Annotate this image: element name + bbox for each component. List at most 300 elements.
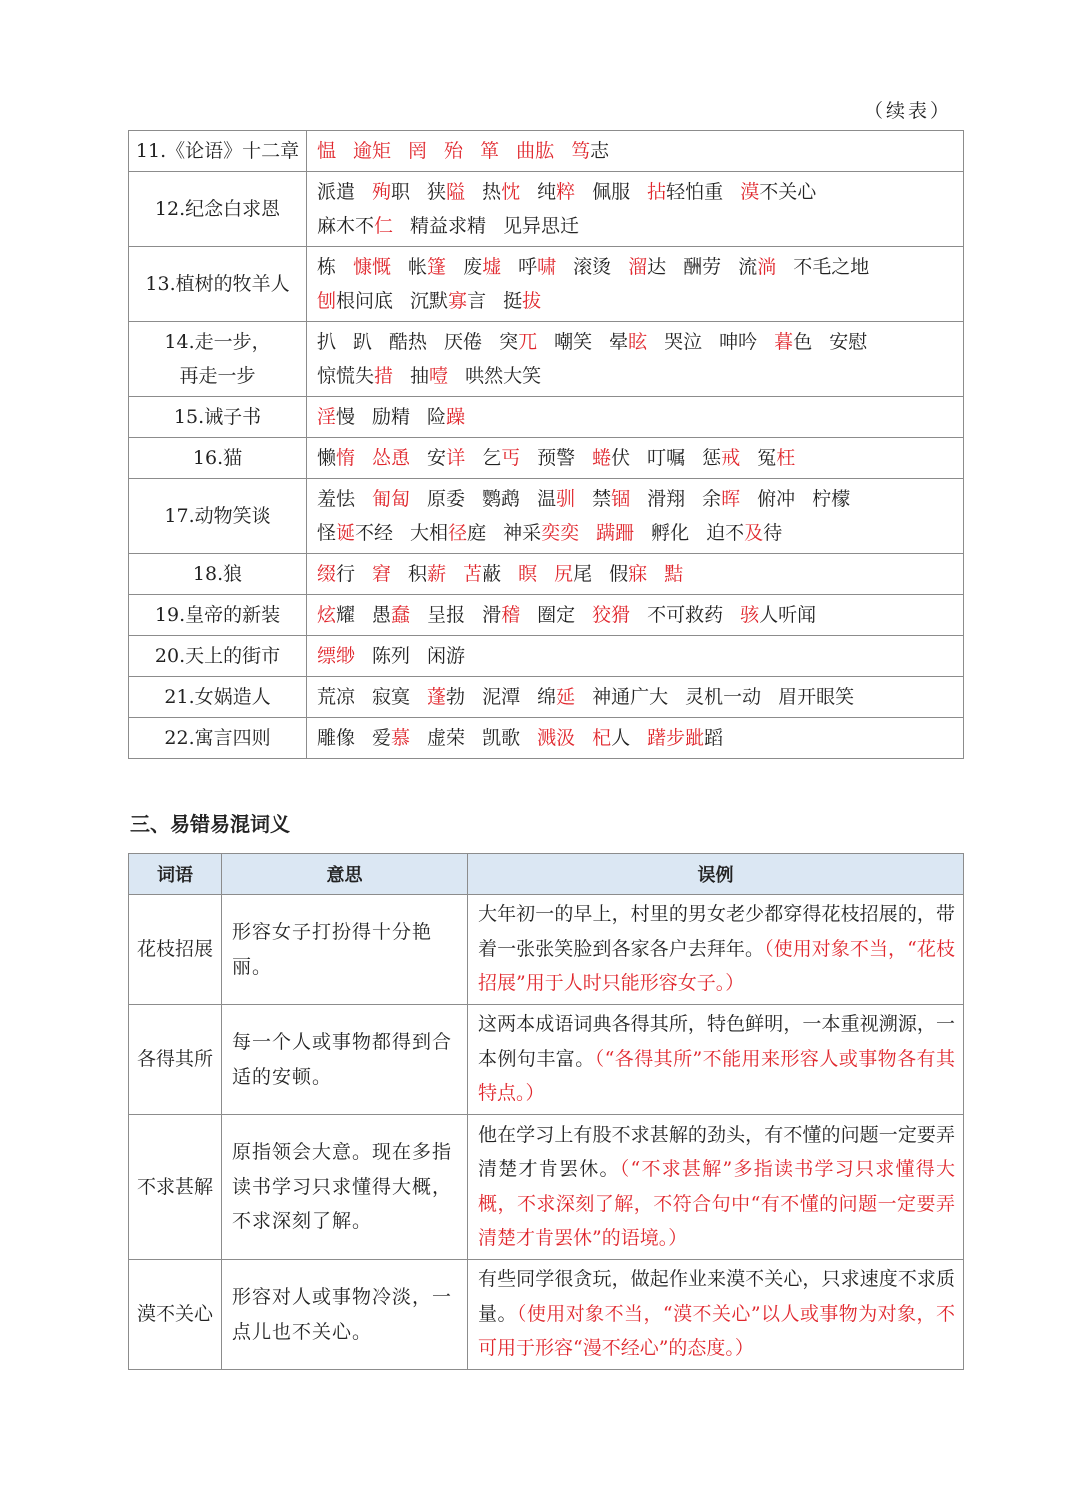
word-char: 呻吟 [719, 331, 758, 353]
vocab-word [793, 250, 869, 284]
word-char: 鹦鹉 [482, 488, 521, 510]
highlighted-char: 锢 [611, 488, 631, 510]
lesson-title [129, 322, 307, 397]
word-line [317, 400, 963, 434]
vocab-word [372, 680, 410, 714]
word-char: 派遣 [317, 181, 356, 203]
example-cell [468, 1260, 964, 1370]
vocab-word [317, 516, 393, 550]
word-list [307, 636, 964, 677]
meaning: 原指领会大意。现在多指读书学习只求懂得大概，不求深刻了解。 [222, 1115, 468, 1260]
word-char: 冤 [757, 447, 777, 469]
word-char: 羞怯 [317, 488, 356, 510]
word-char: 嘲笑 [554, 331, 593, 353]
vocab-word [740, 175, 816, 209]
confusion-row [129, 895, 964, 1005]
word-char: 大相 [410, 522, 449, 544]
highlighted-char: 忱 [501, 181, 521, 203]
vocab-word [317, 482, 355, 516]
example-cell [468, 1005, 964, 1115]
highlighted-char: 奕奕 [541, 522, 580, 544]
vocab-word [372, 400, 410, 434]
vocab-row [129, 595, 964, 636]
highlighted-char: 殆 [444, 140, 464, 162]
highlighted-char: 怂恿 [372, 447, 411, 469]
correction-note: （使用对象不当，“花枝招展”用于人时只能形容女子。） [478, 937, 955, 995]
meaning: 形容对人或事物冷淡，一点儿也不关心。 [222, 1260, 468, 1370]
word-char: 呈报 [427, 604, 466, 626]
vocab-word [503, 284, 541, 318]
vocab-word [463, 557, 501, 591]
word-char: 滑 [482, 604, 502, 626]
word-char: 人听闻 [759, 604, 817, 626]
vocab-word [353, 250, 391, 284]
word-char: 险 [427, 406, 447, 428]
word-list [307, 479, 964, 554]
highlighted-char: 匍匐 [372, 488, 411, 510]
vocab-word [518, 557, 537, 591]
word-char: 雕像 [317, 727, 356, 749]
highlighted-char: 蠢 [391, 604, 411, 626]
word-char: 狭 [427, 181, 447, 203]
word-char: 乞 [482, 447, 502, 469]
vocab-word [410, 359, 448, 393]
highlighted-char: 慷慨 [353, 256, 392, 278]
vocab-word [317, 400, 355, 434]
word-char: 呼 [518, 256, 538, 278]
lesson-title-line: 20.天上的街市 [154, 645, 281, 667]
word-char: 迫不 [706, 522, 745, 544]
word-line [317, 680, 963, 714]
vocab-word [427, 598, 465, 632]
term: 漠不关心 [129, 1260, 222, 1370]
vocab-word [740, 598, 816, 632]
vocab-word [317, 359, 393, 393]
word-char: 酷热 [389, 331, 428, 353]
highlighted-char: 丐 [501, 447, 521, 469]
vocab-word [317, 721, 355, 755]
lesson-title-line: 12.纪念白求恩 [154, 198, 281, 220]
vocab-word [554, 557, 592, 591]
highlighted-char: 跐 [685, 727, 705, 749]
vocab-word [480, 134, 499, 168]
highlighted-char: 戒 [721, 447, 741, 469]
highlighted-char: 缥缈 [317, 645, 356, 667]
word-line [317, 557, 963, 591]
vocab-word [353, 325, 372, 359]
lesson-title-line: 22.寓言四则 [164, 727, 271, 749]
vocab-word [592, 175, 630, 209]
term: 不求甚解 [129, 1115, 222, 1260]
word-char: 耀 [336, 604, 356, 626]
vocab-word [592, 598, 630, 632]
vocab-word [706, 516, 782, 550]
vocab-word [372, 557, 391, 591]
word-list [307, 595, 964, 636]
word-char: 佩服 [592, 181, 631, 203]
word-list [307, 397, 964, 438]
highlighted-char: 兀 [518, 331, 538, 353]
highlighted-char: 狡猾 [592, 604, 631, 626]
highlighted-char: 径 [448, 522, 468, 544]
vocab-word [372, 721, 410, 755]
vocab-word [518, 250, 556, 284]
word-list [307, 172, 964, 247]
vocab-word [651, 516, 689, 550]
highlighted-char: 晖 [721, 488, 741, 510]
highlighted-char: 尻 [554, 563, 574, 585]
word-char: 挺 [503, 290, 523, 312]
word-char: 俯冲 [757, 488, 796, 510]
highlighted-char: 躇步 [647, 727, 686, 749]
word-char: 达 [647, 256, 667, 278]
word-char: 哭泣 [664, 331, 703, 353]
example-cell [468, 895, 964, 1005]
vocab-word [647, 598, 723, 632]
vocab-word [317, 639, 355, 673]
highlighted-char: 逾矩 [353, 140, 392, 162]
vocab-word [317, 441, 355, 475]
word-char: 职 [391, 181, 411, 203]
vocab-word [482, 482, 520, 516]
lesson-title [129, 718, 307, 759]
term: 花枝招展 [129, 895, 222, 1005]
highlighted-char: 墟 [482, 256, 502, 278]
vocab-word [317, 680, 355, 714]
word-char: 神通广大 [592, 686, 669, 708]
word-char: 惊慌失 [317, 365, 375, 387]
word-char: 哄然大笑 [465, 365, 542, 387]
word-char: 原委 [427, 488, 466, 510]
vocab-word [427, 482, 465, 516]
vocab-word [573, 250, 611, 284]
word-char: 不关心 [759, 181, 817, 203]
vocab-word [408, 557, 446, 591]
highlighted-char: 曲肱 [516, 140, 555, 162]
highlighted-char: 薪 [427, 563, 447, 585]
word-char: 荒凉 [317, 686, 356, 708]
vocab-word [738, 250, 776, 284]
lesson-title-line: 14.走一步， [164, 331, 271, 353]
word-char: 叮嘱 [647, 447, 686, 469]
word-char: 慢 [336, 406, 356, 428]
highlighted-char: 拔 [522, 290, 542, 312]
word-line [317, 598, 963, 632]
vocab-word [408, 250, 446, 284]
lesson-title-line: 11.《论语》十二章 [135, 140, 300, 162]
word-line [317, 175, 963, 209]
confusion-table [128, 853, 964, 1370]
correction-note: （“各得其所”不能用来形容人或事物各有其特点。） [478, 1047, 955, 1105]
vocab-word [372, 639, 410, 673]
word-char: 绵 [537, 686, 557, 708]
vocab-word [774, 325, 812, 359]
highlighted-char: 瞑 [518, 563, 538, 585]
lesson-title-line: 18.狼 [192, 563, 243, 585]
word-char: 扒 [317, 331, 337, 353]
word-char: 预警 [537, 447, 576, 469]
highlighted-char: 罔 [408, 140, 428, 162]
correction-note: （“不求甚解”多指读书学习只求懂得大概，不求深刻了解，不符合句中“有不懂的问题一定要弄清楚才肯罢休”的语境。） [478, 1158, 955, 1249]
word-char: 怪 [317, 522, 337, 544]
lesson-title [129, 172, 307, 247]
vocab-word [410, 516, 486, 550]
meaning: 每一个人或事物都得到合适的安顿。 [222, 1005, 468, 1115]
word-char: 人 [611, 727, 631, 749]
vocab-word [499, 325, 537, 359]
word-line [317, 209, 963, 243]
vocab-word [719, 325, 757, 359]
lesson-title [129, 397, 307, 438]
word-char: 志 [590, 140, 610, 162]
lesson-title [129, 479, 307, 554]
vocab-word [427, 441, 465, 475]
vocab-word [317, 175, 355, 209]
vocab-word [427, 680, 465, 714]
highlighted-char: 仁 [374, 215, 394, 237]
highlighted-char: 慕 [391, 727, 411, 749]
vocab-word [537, 175, 575, 209]
vocab-word [516, 134, 554, 168]
word-char: 麻木不 [317, 215, 375, 237]
word-char: 流 [738, 256, 758, 278]
word-char: 禁 [592, 488, 612, 510]
vocab-word [482, 175, 520, 209]
vocab-word [757, 482, 795, 516]
word-list [307, 438, 964, 479]
word-line [317, 516, 963, 550]
word-char: 抽 [410, 365, 430, 387]
word-char: 余 [702, 488, 722, 510]
vocab-word [317, 134, 336, 168]
lesson-title-line: 17.动物笑谈 [164, 505, 271, 527]
highlighted-char: 啸 [537, 256, 557, 278]
term: 各得其所 [129, 1005, 222, 1115]
word-char: 热 [482, 181, 502, 203]
vocab-word [537, 482, 575, 516]
section-title: 三、易错易混词义 [130, 812, 290, 836]
vocab-word [482, 680, 520, 714]
vocab-word [317, 598, 355, 632]
vocab-word [647, 175, 723, 209]
word-char: 纯 [537, 181, 557, 203]
highlighted-char: 枉 [776, 447, 796, 469]
highlighted-char: 寡 [448, 290, 468, 312]
word-char: 帐 [408, 256, 428, 278]
highlighted-char: 措 [374, 365, 394, 387]
lesson-title [129, 677, 307, 718]
word-char: 待 [763, 522, 783, 544]
highlighted-char: 炫 [317, 604, 337, 626]
highlighted-char: 蹒跚 [596, 522, 635, 544]
vocab-word [592, 680, 668, 714]
vocab-word [571, 134, 609, 168]
vocab-word [372, 598, 410, 632]
example-text: 这两本成语词典各得其所，特色鲜明，一本重视溯源，一本例句丰富。 [478, 1013, 955, 1070]
vocab-word [427, 175, 465, 209]
lesson-title [129, 131, 307, 172]
vocab-word [829, 325, 867, 359]
word-list [307, 322, 964, 397]
highlighted-char: 诞 [336, 522, 356, 544]
vocab-word [372, 175, 410, 209]
highlighted-char: 详 [446, 447, 466, 469]
vocab-row [129, 479, 964, 554]
lesson-title [129, 636, 307, 677]
word-line [317, 441, 963, 475]
word-char: 行 [336, 563, 356, 585]
vocab-word [609, 557, 647, 591]
word-char: 眉开眼笑 [778, 686, 855, 708]
word-line [317, 325, 963, 359]
continuation-label: （续表） [863, 100, 952, 122]
confusion-row [129, 1115, 964, 1260]
vocab-word [537, 598, 575, 632]
vocab-row [129, 322, 964, 397]
word-char: 温 [537, 488, 557, 510]
word-char: 废 [463, 256, 483, 278]
word-line [317, 482, 963, 516]
lesson-title-line: 15.诫子书 [173, 406, 262, 428]
highlighted-char: 殉 [372, 181, 392, 203]
vocab-row [129, 131, 964, 172]
vocab-word [408, 134, 427, 168]
vocab-word [317, 209, 393, 243]
example-text: 大年初一的早上，村里的男女老少都穿得花枝招展的，带着一张张笑脸到各家各户去拜年。 [478, 903, 955, 960]
word-char: 根问底 [336, 290, 394, 312]
highlighted-char: 笃 [571, 140, 591, 162]
highlighted-char: 寐 [628, 563, 648, 585]
vocab-word [427, 639, 465, 673]
lesson-title-line: 16.猫 [192, 447, 243, 469]
word-char: 爱 [372, 727, 392, 749]
vocab-word [757, 441, 795, 475]
vocab-word [647, 441, 685, 475]
highlighted-char: 溅汲 [537, 727, 576, 749]
highlighted-char: 苫 [463, 563, 483, 585]
word-char: 滚烫 [573, 256, 612, 278]
word-char: 寂寞 [372, 686, 411, 708]
vocab-word [592, 441, 630, 475]
vocab-word [537, 441, 575, 475]
vocab-row [129, 554, 964, 595]
highlighted-char: 淫 [317, 406, 337, 428]
word-char: 尾 [573, 563, 593, 585]
word-char: 滑翔 [647, 488, 686, 510]
vocab-word [410, 284, 486, 318]
vocab-word [503, 516, 579, 550]
highlighted-char: 拈 [647, 181, 667, 203]
vocab-word [353, 134, 391, 168]
lesson-title-line: 13.植树的牧羊人 [145, 273, 290, 295]
word-char: 精益求精 [410, 215, 487, 237]
vocab-word [372, 482, 410, 516]
vocab-word [664, 557, 683, 591]
vocab-word [389, 325, 427, 359]
vocab-word [427, 721, 465, 755]
word-char: 晕 [609, 331, 629, 353]
vocab-word [463, 250, 501, 284]
vocab-word [683, 250, 721, 284]
vocab-word [592, 482, 630, 516]
word-char: 蹈 [704, 727, 724, 749]
word-char: 神采 [503, 522, 542, 544]
highlighted-char: 愠 [317, 140, 337, 162]
vocab-word [482, 441, 520, 475]
vocab-word [410, 209, 486, 243]
word-line [317, 284, 963, 318]
vocab-word [778, 680, 854, 714]
word-char: 趴 [353, 331, 373, 353]
word-line [317, 250, 963, 284]
vocab-word [628, 250, 666, 284]
highlighted-char: 黠 [664, 563, 684, 585]
word-char: 柠檬 [812, 488, 851, 510]
highlighted-char: 躁 [446, 406, 466, 428]
word-char: 安 [427, 447, 447, 469]
word-char: 蔽 [482, 563, 502, 585]
word-char: 懒 [317, 447, 337, 469]
vocab-row [129, 172, 964, 247]
header-term: 词语 [129, 854, 222, 895]
word-char: 虚荣 [427, 727, 466, 749]
word-list [307, 677, 964, 718]
vocab-table [128, 130, 964, 759]
highlighted-char: 漠 [740, 181, 760, 203]
word-char: 沉默 [410, 290, 449, 312]
word-char: 圈定 [537, 604, 576, 626]
word-char: 不经 [355, 522, 394, 544]
word-char: 色 [793, 331, 813, 353]
lesson-title [129, 247, 307, 322]
lesson-title [129, 554, 307, 595]
highlighted-char: 蜷 [592, 447, 612, 469]
vocab-word [592, 721, 630, 755]
word-char: 轻怕重 [666, 181, 724, 203]
highlighted-char: 粹 [556, 181, 576, 203]
word-line [317, 639, 963, 673]
word-list [307, 718, 964, 759]
vocab-word [372, 441, 410, 475]
vocab-word [812, 482, 850, 516]
vocab-word [685, 680, 761, 714]
vocab-word [537, 721, 575, 755]
word-char: 庭 [467, 522, 487, 544]
correction-note: （使用对象不当，“漠不关心”以人或事物为对象，不可用于形容“漫不经心”的态度。） [478, 1302, 955, 1360]
vocab-row [129, 397, 964, 438]
word-char: 灵机一动 [685, 686, 762, 708]
vocab-word [537, 680, 575, 714]
example-text: 有些同学很贪玩，做起作业来漠不关心，只求速度不求质量。 [478, 1268, 955, 1325]
vocab-word [482, 721, 520, 755]
word-char: 伏 [611, 447, 631, 469]
vocab-word [554, 325, 592, 359]
example-text: 他在学习上有股不求甚解的劲头，有不懂的问题一定要弄清楚才肯罢休。 [478, 1123, 955, 1180]
highlighted-char: 淌 [757, 256, 777, 278]
lesson-title-line: 再走一步 [179, 365, 256, 387]
vocab-word [317, 557, 355, 591]
word-char: 惩 [702, 447, 722, 469]
highlighted-char: 隘 [446, 181, 466, 203]
vocab-word [317, 325, 336, 359]
highlighted-char: 及 [744, 522, 764, 544]
vocab-row [129, 677, 964, 718]
confusion-row [129, 1005, 964, 1115]
word-char: 励精 [372, 406, 411, 428]
vocab-word [596, 516, 634, 550]
meaning: 形容女子打扮得十分艳丽。 [222, 895, 468, 1005]
confusion-header-row [129, 854, 964, 895]
